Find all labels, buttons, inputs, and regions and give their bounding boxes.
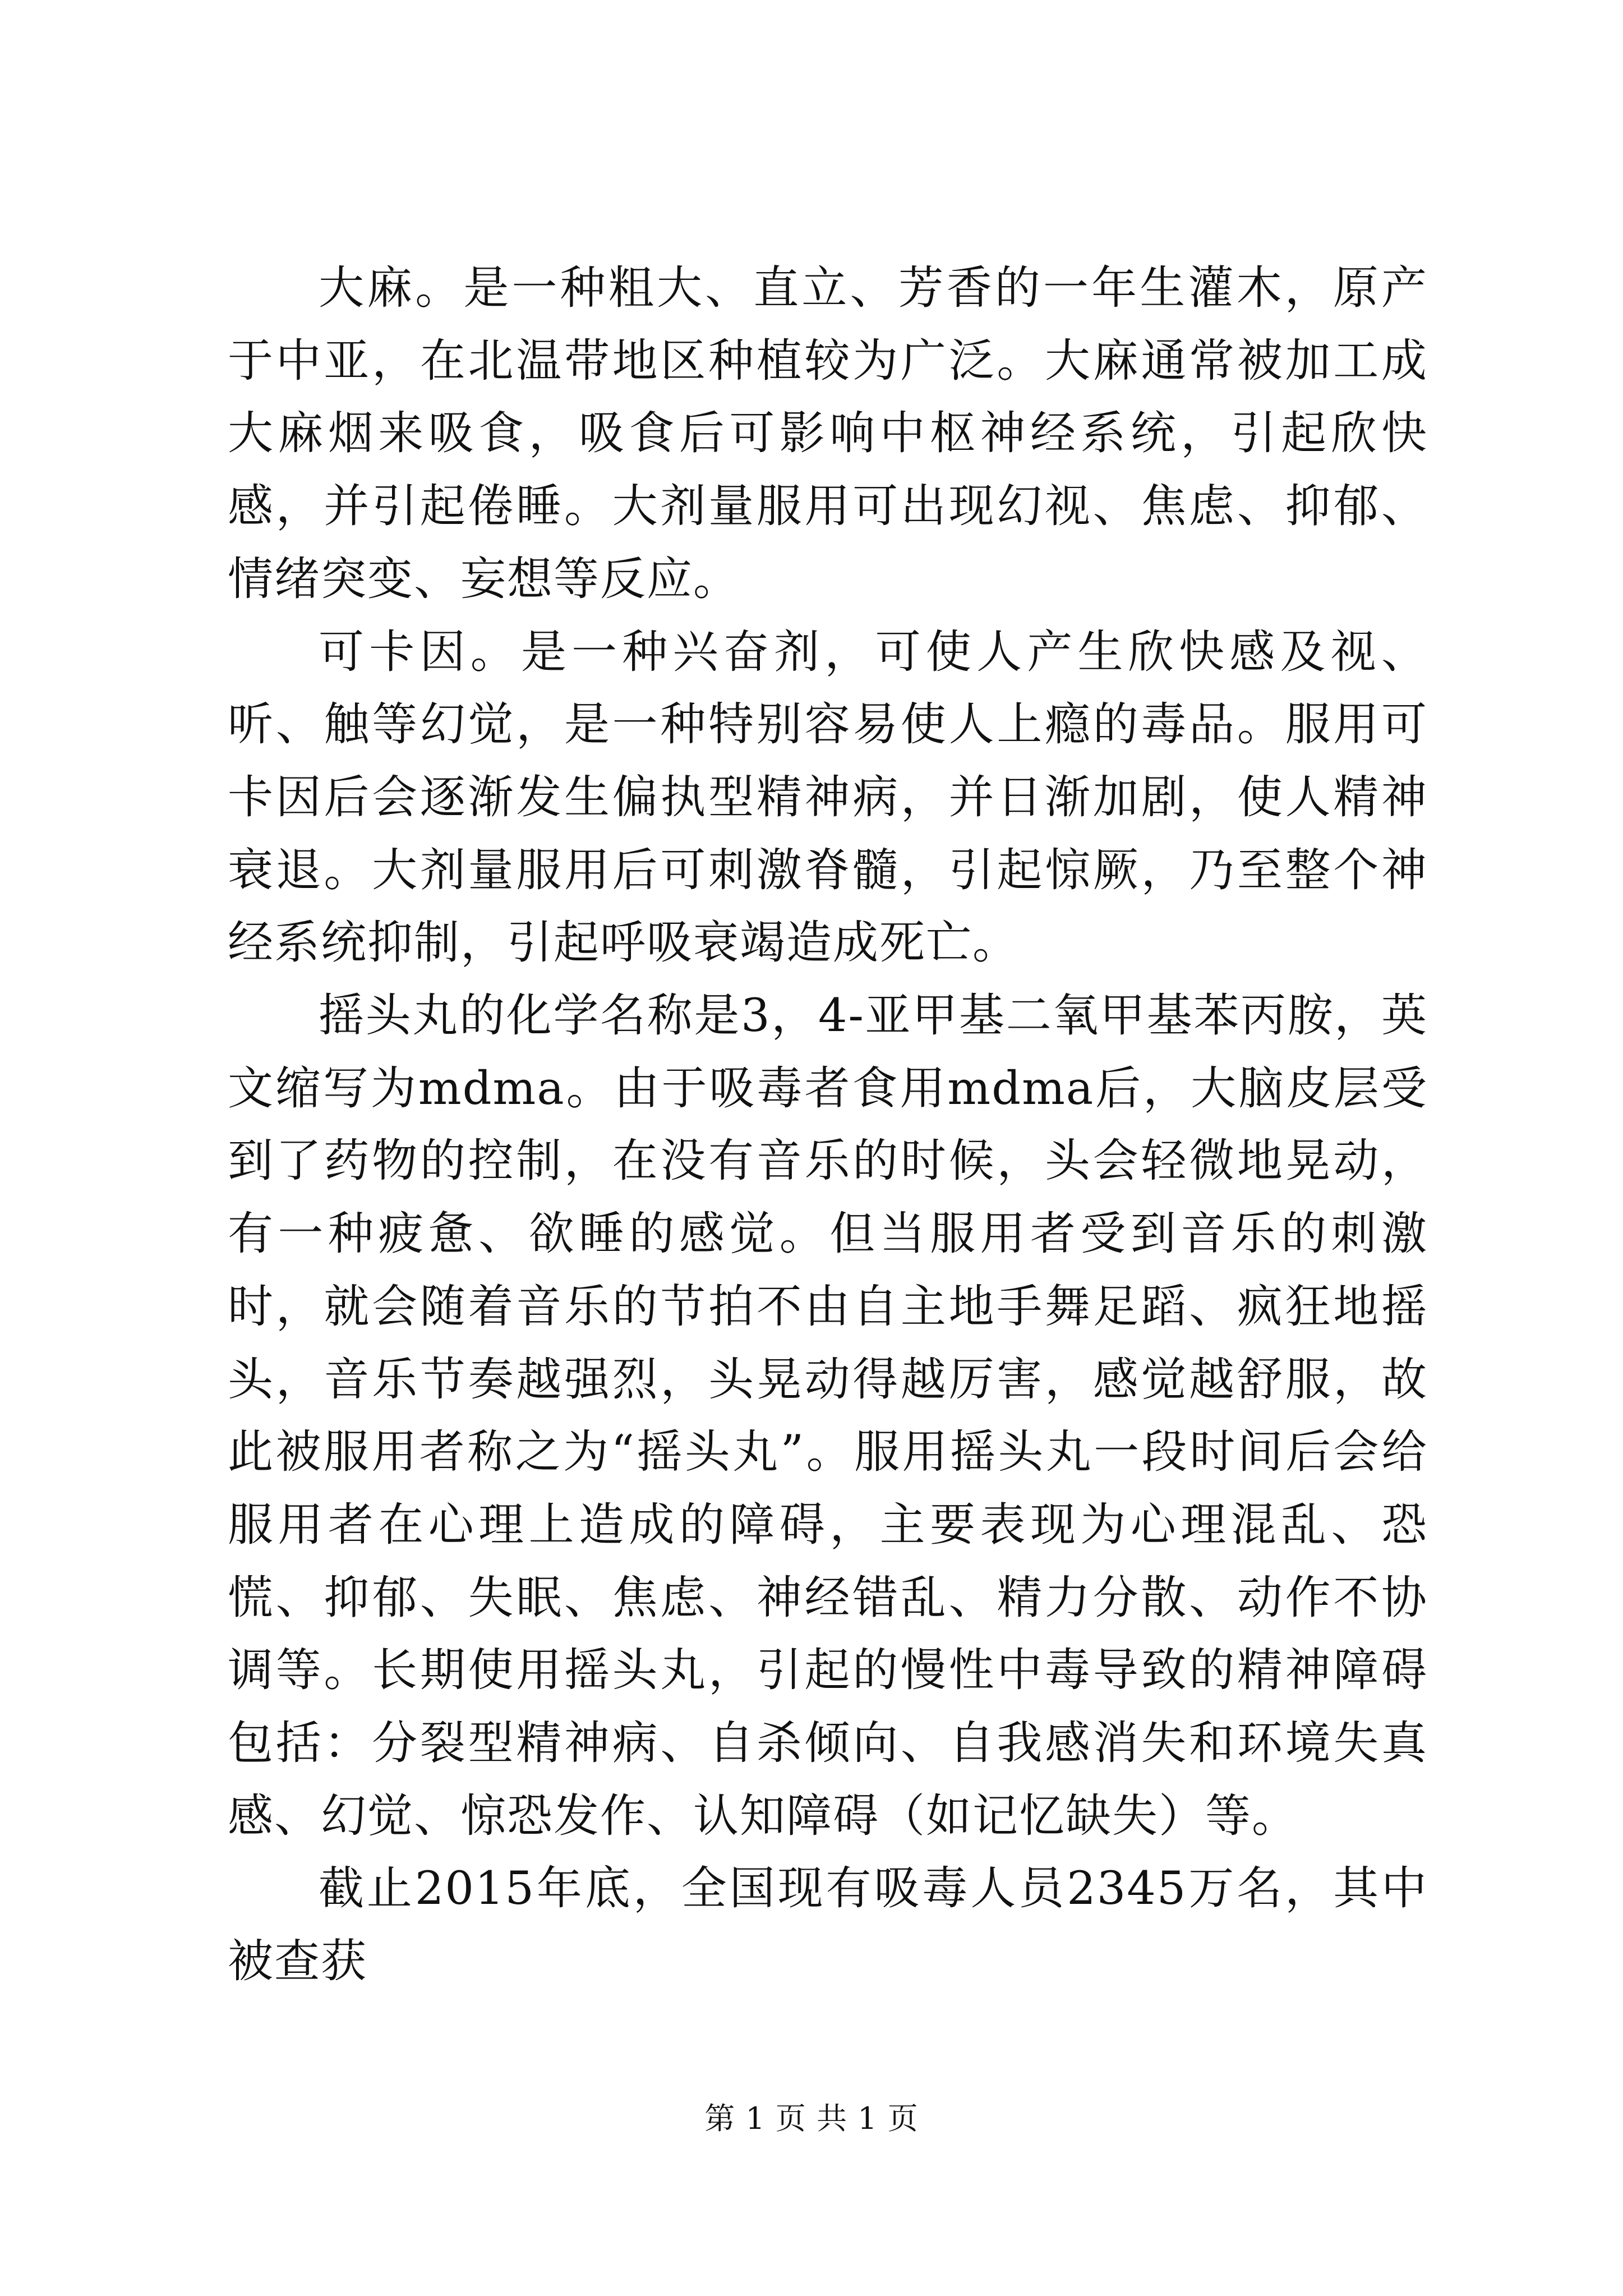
- document-body: [228, 252, 1428, 1999]
- paragraph-cannabis: 大麻。是一种粗大、直立、芳香的一年生灌木，原产于中亚，在北温带地区种植较为广泛。大麻通常被加工成大麻烟来吸食，吸食后可影响中枢神经系统，引起欣快感，并引起倦睡。大剂量服用可出现幻视、焦虑、抑郁、情绪突变、妄想等反应。: [228, 262, 1428, 606]
- page-footer: 第 1 页 共 1 页: [704, 2101, 919, 2136]
- paragraph-cocaine: 可卡因。是一种兴奋剂，可使人产生欣快感及视、听、触等幻觉，是一种特别容易使人上瘾的毒品。服用可卡因后会逐渐发生偏执型精神病，并日渐加剧，使人精神衰退。大剂量服用后可刺激脊髓，引起惊厥，乃至整个神经系统抑制，引起呼吸衰竭造成死亡。: [228, 625, 1428, 970]
- paragraph-statistics: 截止2015年底，全国现有吸毒人员2345万名，其中被查获: [228, 1862, 1428, 1989]
- paragraph-ecstasy: 摇头丸的化学名称是3，4-亚甲基二氧甲基苯丙胺，英文缩写为mdma。由于吸毒者食用mdma后，大脑皮层受到了药物的控制，在没有音乐的时候，头会轻微地晃动，有一种疲惫、欲睡的感觉。但当服用者受到音乐的刺激时，就会随着音乐的节拍不由自主地手舞足蹈、疯狂地摇头，音乐节奏越强烈，头晃动得越厉害，感觉越舒服，故此被服用者称之为“摇头丸”。服用摇头丸一段时间后会给服用者在心理上造成的障碍，主要表现为心理混乱、恐慌、抑郁、失眠、焦虑、神经错乱、精力分散、动作不协调等。长期使用摇头丸，引起的慢性中毒导致的精神障碍包括：分裂型精神病、自杀倾向、自我感消失和环境失真感、幻觉、惊恐发作、认知障碍（如记忆缺失）等。: [228, 990, 1428, 1843]
